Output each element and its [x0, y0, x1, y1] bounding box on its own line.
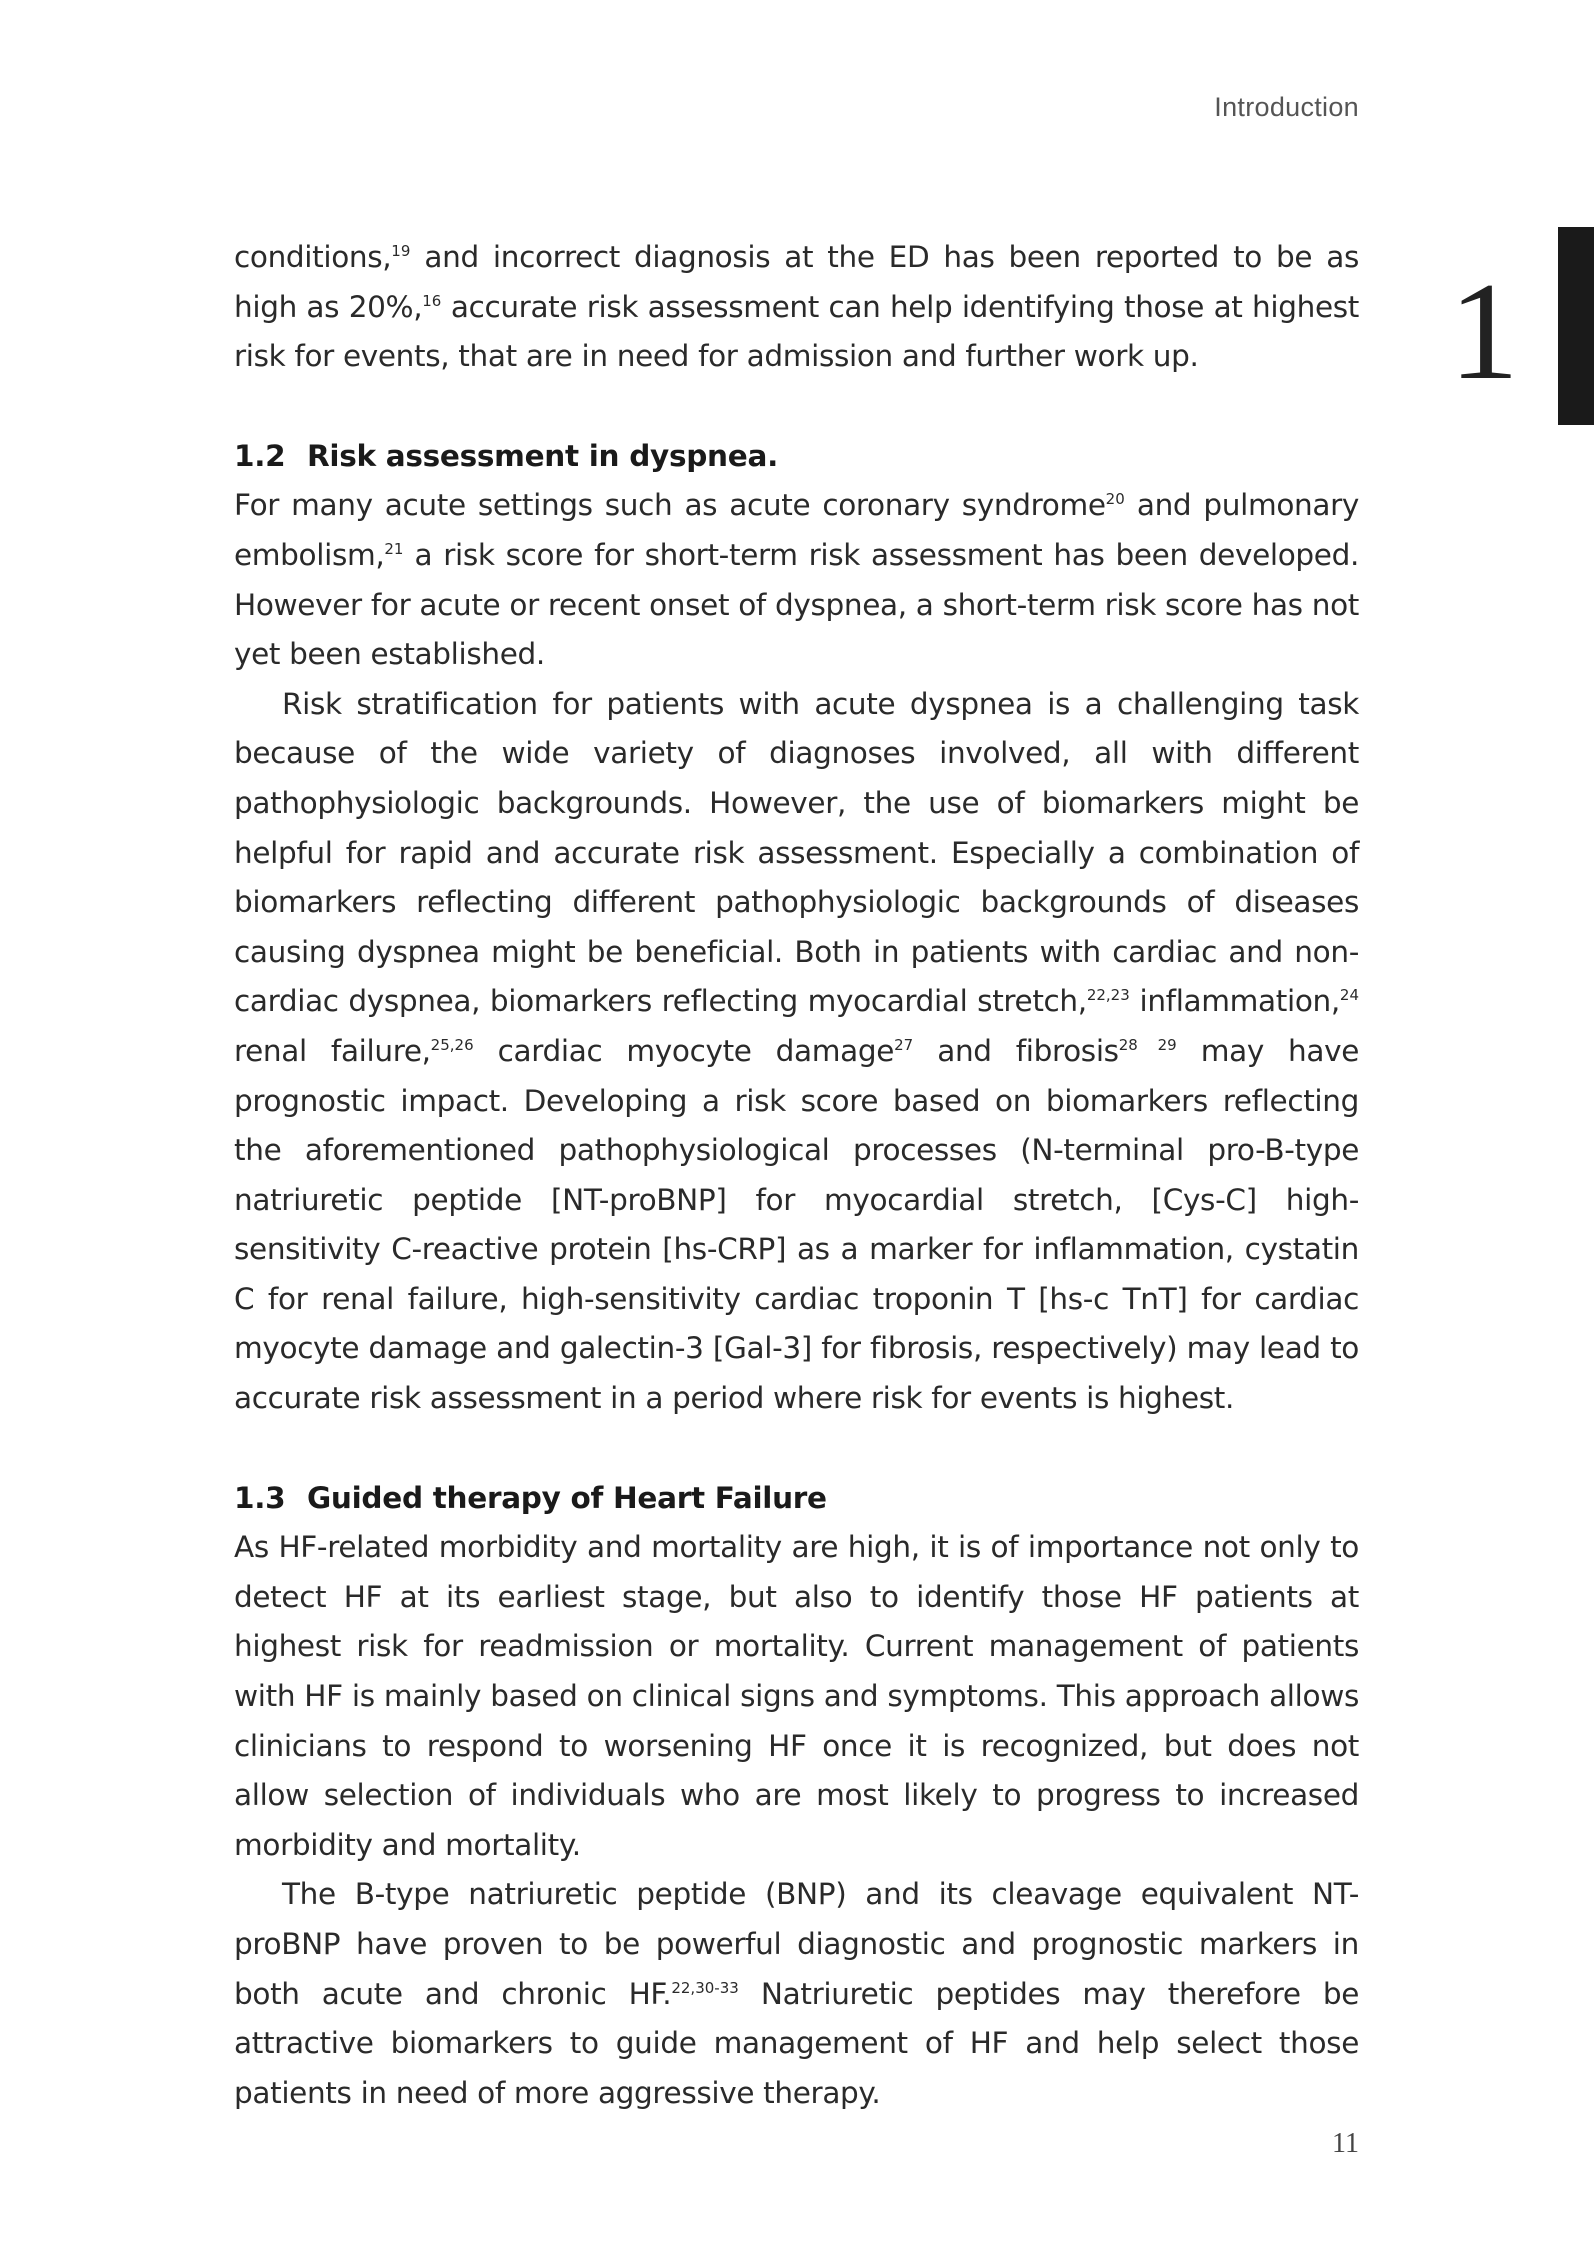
text-span: cardiac myocyte damage: [473, 1033, 895, 1068]
paragraph-continuation: [234, 233, 1359, 382]
citation-ref: 16: [422, 291, 442, 310]
citation-ref: 19: [391, 242, 411, 260]
text-span: For many acute settings such as acute coronary syndrome: [234, 488, 1106, 523]
section-heading-1-2: [234, 432, 1359, 482]
text-span: and fibrosis: [913, 1033, 1119, 1068]
paragraph: [234, 1523, 1359, 1870]
text-span: Natriuretic peptides may therefore be attractive biomarkers to guide management of HF and help select those patients in need of more aggressive therapy.: [234, 1976, 1359, 2110]
chapter-number: 1: [1449, 254, 1519, 409]
text-span: inflammation,: [1129, 984, 1340, 1019]
body-text: [234, 233, 1359, 2118]
text-span: may have prognostic impact. Developing a risk score based on biomarkers reflecting the aforementioned pathophysiological processes (N-terminal pro-B-type natriuretic peptide [NT-proBNP] for myocardial stretch, [Cys-C] high-sensitivity C-reactive protein [hs-CRP] as a marker for inflammation, cystatin C for renal failure, high-sensitivity cardiac troponin T [hs-c TnT] for cardiac myocyte damage and galectin-3 [Gal-3] for fibrosis, respectively) may lead to accurate risk assessment in a period where risk for events is highest.: [234, 1033, 1360, 1416]
section-number: 1.2: [234, 438, 286, 473]
citation-ref: 20: [1105, 490, 1125, 509]
section-number: 1.3: [234, 1480, 286, 1515]
running-header: Introduction: [1214, 92, 1359, 122]
citation-ref: 27: [894, 1035, 914, 1054]
section-title: Risk assessment in dyspnea.: [307, 438, 778, 473]
section-heading-1-3: [234, 1474, 1359, 1524]
text-span: and pulmonary embolism,: [234, 488, 1359, 572]
section-title: Guided therapy of Heart Failure: [307, 1480, 827, 1515]
paragraph: [234, 1870, 1359, 2118]
citation-ref: 22,30-33: [671, 1978, 739, 1997]
citation-ref: 24: [1339, 986, 1360, 1005]
citation-ref: 28 29: [1118, 1035, 1177, 1054]
text-span: a risk score for short-term risk assessment has been developed. However for acute or recent onset of dyspnea, a short-term risk score has not yet been established.: [234, 537, 1359, 672]
text-span: As HF-related morbidity and mortality are high, it is of importance not only to detect HF at its earliest stage, but also to identify those HF patients at highest risk for readmission or mortality. Current management of patients with HF is mainly based on clinical signs and symptoms. This approach allows clinicians to respond to worsening HF once it is recognized, but does not allow selection of individuals who are most likely to progress to increased morbidity and mortality.: [234, 1530, 1359, 1862]
citation-ref: 22,23: [1086, 986, 1130, 1005]
page-number: 11: [1332, 2128, 1359, 2159]
text-span: Risk stratification for patients with acute dyspnea is a challenging task because of the wide variety of diagnoses involved, all with different pathophysiologic backgrounds. However, the use of biomarkers might be helpful for rapid and accurate risk assessment. Especially a combination of biomarkers reflecting different pathophysiologic backgrounds of diseases causing dyspnea might be beneficial. Both in patients with cardiac and non-cardiac dyspnea, biomarkers reflecting myocardial stretch,: [234, 686, 1359, 1019]
text-span: The B-type natriuretic peptide (BNP) and its cleavage equivalent NT-proBNP have proven to be powerful diagnostic and prognostic markers in both acute and chronic HF.: [234, 1877, 1359, 2011]
citation-ref: 21: [384, 539, 404, 558]
text-span: renal failure,: [234, 1033, 431, 1068]
text-span: accurate risk assessment can help identifying those at highest risk for events, that are in need for admission and further work up.: [234, 289, 1359, 374]
citation-ref: 25,26: [430, 1035, 474, 1054]
chapter-tab-marker: [1558, 227, 1594, 425]
text-span: conditions,: [234, 240, 392, 274]
paragraph: [234, 481, 1359, 679]
text-span: and incorrect diagnosis at the ED has been reported to be as high as 20%,: [234, 240, 1359, 324]
paragraph: [234, 680, 1359, 1424]
